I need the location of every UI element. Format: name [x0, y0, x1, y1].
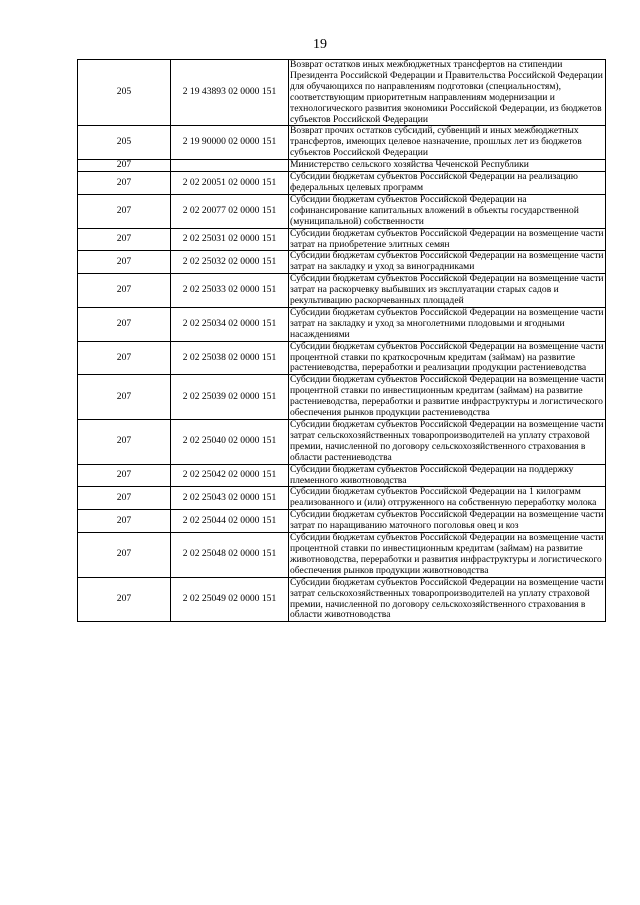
income-name-cell: Министерство сельского хозяйства Чеченской Республики [289, 160, 606, 172]
budget-code-cell: 2 02 25049 02 0000 151 [171, 577, 289, 622]
income-name-cell: Субсидии бюджетам субъектов Российской Федерации на возмещение части затрат на раскорчевку выбывших из эксплуатации старых садов и рекультивацию раскорчеванных площадей [290, 273, 604, 307]
income-name-cell: Субсидии бюджетам субъектов Российской Федерации на возмещение части затрат на приобретение элитных семян [290, 227, 604, 250]
budget-code-cell: 2 02 25031 02 0000 151 [171, 228, 289, 251]
budget-code-cell: 2 02 25038 02 0000 151 [171, 341, 289, 375]
admin-code-cell: 207 [78, 160, 171, 172]
income-name-cell: Субсидии бюджетам субъектов Российской Федерации на возмещение части процентной ставки по инвестиционным кредитам (займам) на развитие животноводства, переработки и развития инфраструктуры и логистического обеспечения рынков продукции животноводства [290, 532, 604, 576]
budget-classification-table [77, 59, 606, 622]
table-body [78, 60, 606, 622]
budget-code-cell: 2 19 90000 02 0000 151 [171, 126, 289, 160]
budget-code-cell: 2 02 25048 02 0000 151 [171, 533, 289, 578]
table-row [78, 341, 606, 375]
admin-code-cell: 207 [78, 307, 171, 341]
admin-code-cell: 207 [78, 251, 171, 274]
admin-code-cell: 205 [78, 60, 171, 126]
table-row [78, 160, 606, 172]
admin-code-cell: 207 [78, 420, 171, 465]
table-row [78, 194, 606, 228]
admin-code-cell: 207 [78, 464, 171, 487]
income-name-cell: Субсидии бюджетам субъектов Российской Федерации на возмещение части процентной ставки по инвестиционным кредитам (займам) на развитие растениеводства, переработки и развитие инфраструктуры и логистического обеспечения рынков продукции растениеводства [290, 374, 604, 419]
budget-code-cell: 2 02 20051 02 0000 151 [171, 172, 289, 195]
table-row [78, 251, 606, 274]
income-name-cell: Возврат остатков иных межбюджетных трансфертов на стипендии Президента Российской Федерации и Правительства Российской Федерации для обучающихся по направлениям подготовки (специальностям), соответствующим приоритетным направлениям модернизации и технологического развития экономики Российской Федерации, из бюджетов субъектов Российской Федерации [289, 60, 606, 126]
admin-code-cell: 207 [78, 533, 171, 578]
income-name-cell: Субсидии бюджетам субъектов Российской Федерации на возмещение части затрат сельскохозяйственных товаропроизводителей на уплату страховой премии, начисленной по договору сельскохозяйственного страхования в области растениеводства [290, 419, 604, 463]
income-name-cell: Субсидии бюджетам субъектов Российской Федерации на возмещение части затрат сельскохозяйственных товаропроизводителей на уплату страховой премии, начисленной по договору сельскохозяйственного страхования в области животноводства [290, 576, 604, 621]
admin-code-cell: 207 [78, 341, 171, 375]
budget-code-cell: 2 19 43893 02 0000 151 [171, 60, 289, 126]
income-name-cell: Возврат прочих остатков субсидий, субвенций и иных межбюджетных трансфертов, имеющих целевое назначение, прошлых лет из бюджетов субъектов Российской Федерации [289, 126, 606, 160]
income-name-cell: Субсидии бюджетам субъектов Российской Федерации на реализацию федеральных целевых программ [289, 172, 606, 195]
table-row [78, 274, 606, 308]
income-name-cell: Субсидии бюджетам субъектов Российской Федерации на поддержку племенного животноводства [289, 464, 606, 487]
income-name-cell: Субсидии бюджетам субъектов Российской Федерации на 1 килограмм реализованного и (или) отгруженного на собственную переработку молока [289, 487, 606, 510]
table-row [78, 577, 606, 622]
admin-code-cell: 207 [78, 487, 171, 510]
budget-code-cell: 2 02 25032 02 0000 151 [171, 251, 289, 274]
admin-code-cell: 205 [78, 126, 171, 160]
admin-code-cell: 207 [78, 194, 171, 228]
table-row [78, 510, 606, 533]
table-row [78, 126, 606, 160]
table-row [78, 172, 606, 195]
admin-code-cell: 207 [78, 375, 171, 420]
income-name-cell: Субсидии бюджетам субъектов Российской Федерации на возмещение части процентной ставки по краткосрочным кредитам (займам) на развитие растениеводства, переработки и реализации продукции растениеводства [290, 340, 604, 374]
table-row [78, 375, 606, 420]
admin-code-cell: 207 [78, 274, 171, 308]
admin-code-cell: 207 [78, 577, 171, 622]
table-row [78, 228, 606, 251]
table-row [78, 533, 606, 578]
budget-code-cell: 2 02 25033 02 0000 151 [171, 274, 289, 308]
budget-code-cell: 2 02 25040 02 0000 151 [171, 420, 289, 465]
budget-code-cell: 2 02 25034 02 0000 151 [171, 307, 289, 341]
income-name-cell: Субсидии бюджетам субъектов Российской Федерации на возмещение части затрат по наращиванию маточного поголовья овец и коз [290, 509, 604, 532]
income-name-cell: Субсидии бюджетам субъектов Российской Федерации на софинансирование капитальных вложений в объекты государственной (муниципальной) собственности [289, 194, 606, 228]
budget-code-cell: 2 02 25043 02 0000 151 [171, 487, 289, 510]
table-row [78, 60, 606, 126]
income-name-cell: Субсидии бюджетам субъектов Российской Федерации на возмещение части затрат на закладку и уход за виноградниками [290, 250, 604, 273]
budget-code-cell: 2 02 25042 02 0000 151 [171, 464, 289, 487]
admin-code-cell: 207 [78, 228, 171, 251]
table-row [78, 464, 606, 487]
budget-code-cell [171, 160, 289, 172]
page-number: 19 [313, 37, 327, 52]
budget-code-cell: 2 02 25044 02 0000 151 [171, 510, 289, 533]
table-row [78, 307, 606, 341]
table-row [78, 420, 606, 465]
income-name-cell: Субсидии бюджетам субъектов Российской Федерации на возмещение части затрат на закладку и уход за многолетними плодовыми и ягодными насаждениями [290, 306, 604, 340]
budget-code-cell: 2 02 25039 02 0000 151 [171, 375, 289, 420]
admin-code-cell: 207 [78, 172, 171, 195]
budget-code-cell: 2 02 20077 02 0000 151 [171, 194, 289, 228]
admin-code-cell: 207 [78, 510, 171, 533]
table-row [78, 487, 606, 510]
